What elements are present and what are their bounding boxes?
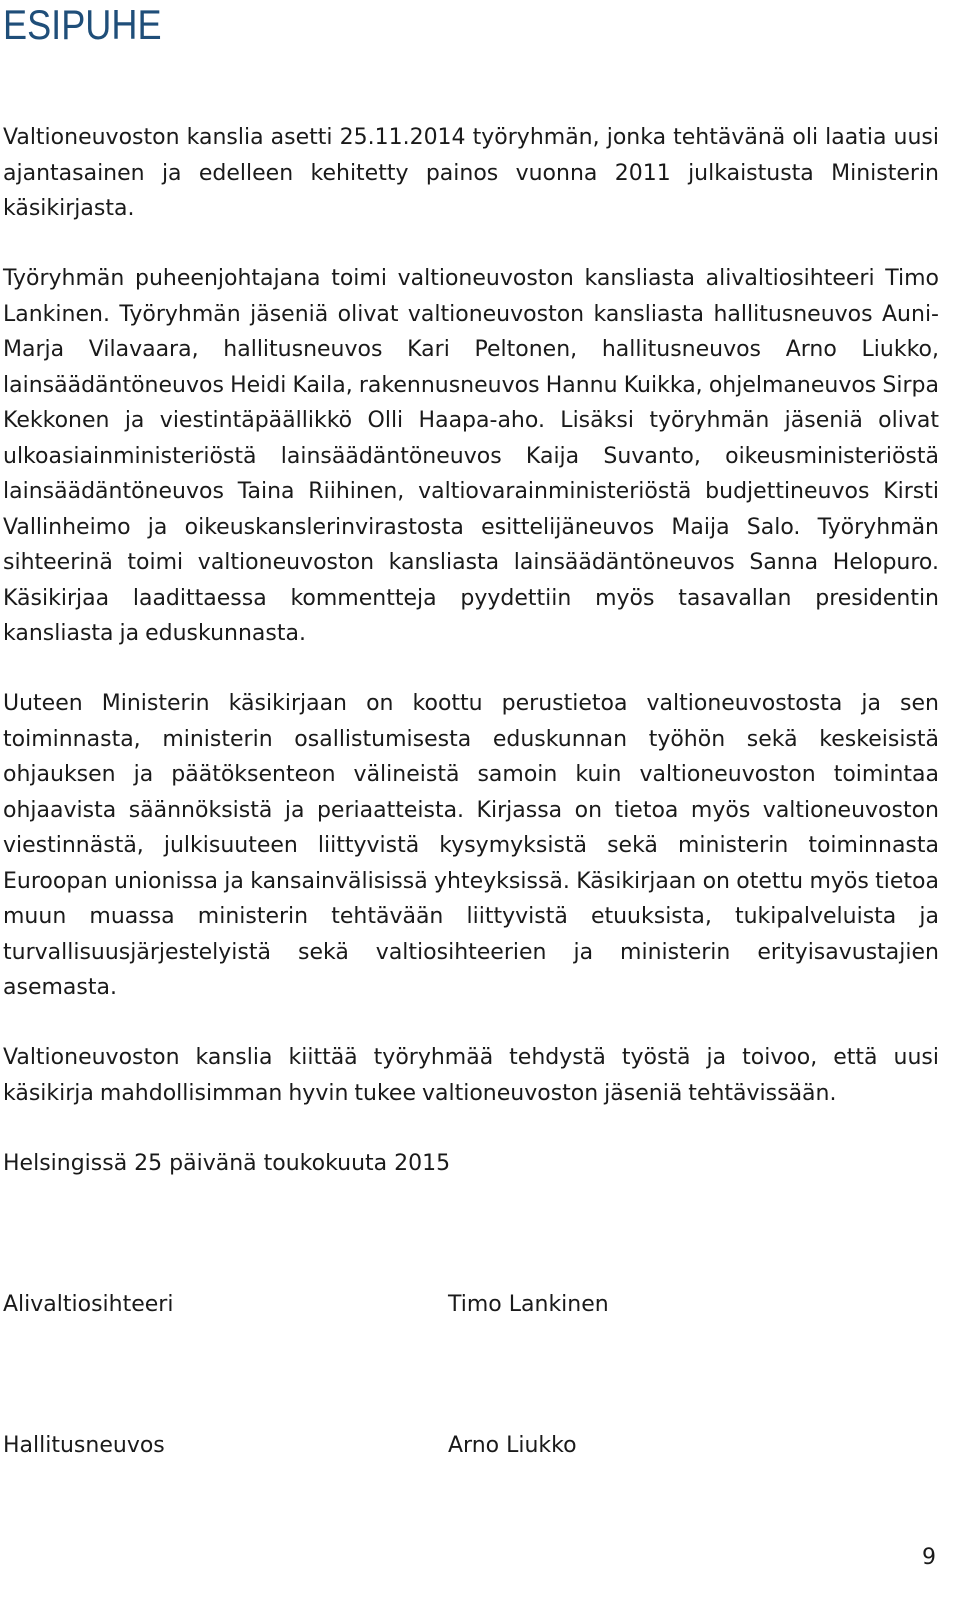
paragraph-thanks: Valtioneuvoston kanslia kiittää työryhmää tehdystä työstä ja toivoo, että uusi käsikirja mahdollisimman hyvin tukee valtioneuvoston jäseniä tehtävissään. xyxy=(3,1045,939,1106)
place-and-date: Helsingissä 25 päivänä toukokuuta 2015 xyxy=(3,1151,451,1176)
paragraph-working-group: Työryhmän puheenjohtajana toimi valtioneuvoston kansliasta alivaltiosihteeri Timo Lankinen. Työryhmän jäseniä olivat valtioneuvoston kansliasta hallitusneuvos Auni-Marja Vilavaara, hallitusneuvos Kari Peltonen, hallitusneuvos Arno Liukko, lainsäädäntöneuvos Heidi Kaila, rakennusneuvos Hannu Kuikka, ohjelmaneuvos Sirpa Kekkonen ja viestintäpäällikkö Olli Haapa-aho. Lisäksi työryhmän jäseniä olivat ulkoasiainministeriöstä lainsäädäntöneuvos Kaija Suvanto, oikeusministeriöstä lainsäädäntöneuvos Taina Riihinen, valtiovarainministeriöstä budjettineuvos Kirsti Vallinheimo ja oikeuskanslerinvirastosta esittelijäneuvos Maija Salo. Työryhmän sihteerinä toimi valtioneuvoston kansliasta lainsäädäntöneuvos Sanna Helopuro. Käsikirjaa laadittaessa kommentteja pyydettiin myös tasavallan presidentin kansliasta ja eduskunnasta. xyxy=(3,266,939,646)
signature-name-2: Arno Liukko xyxy=(448,1433,577,1458)
paragraph-assignment: Valtioneuvoston kanslia asetti 25.11.2014 työryhmän, jonka tehtävänä oli laatia uusi ajantasainen ja edelleen kehitetty painos vuonna 2011 julkaistusta Ministerin käsikirjasta. xyxy=(3,125,939,221)
signature-title-1: Alivaltiosihteeri xyxy=(3,1292,174,1317)
page-title: ESIPUHE xyxy=(3,1,162,48)
page-number: 9 xyxy=(922,1545,936,1570)
signature-title-2: Hallitusneuvos xyxy=(3,1433,165,1458)
paragraph-contents: Uuteen Ministerin käsikirjaan on koottu perustietoa valtioneuvostosta ja sen toiminnasta, ministerin osallistumisesta eduskunnan työhön sekä keskeisistä ohjauksen ja päätöksenteon välineistä samoin kuin valtioneuvoston toimintaa ohjaavista säännöksistä ja periaatteista. Kirjassa on tietoa myös valtioneuvoston viestinnästä, julkisuuteen liittyvistä kysymyksistä sekä ministerin toiminnasta Euroopan unionissa ja kansainvälisissä yhteyksissä. Käsikirjaan on otettu myös tietoa muun muassa ministerin tehtävään liittyvistä etuuksista, tukipalveluista ja turvallisuusjärjestelyistä sekä valtiosihteerien ja ministerin erityisavustajien asemasta. xyxy=(3,691,939,1000)
signature-name-1: Timo Lankinen xyxy=(448,1292,609,1317)
